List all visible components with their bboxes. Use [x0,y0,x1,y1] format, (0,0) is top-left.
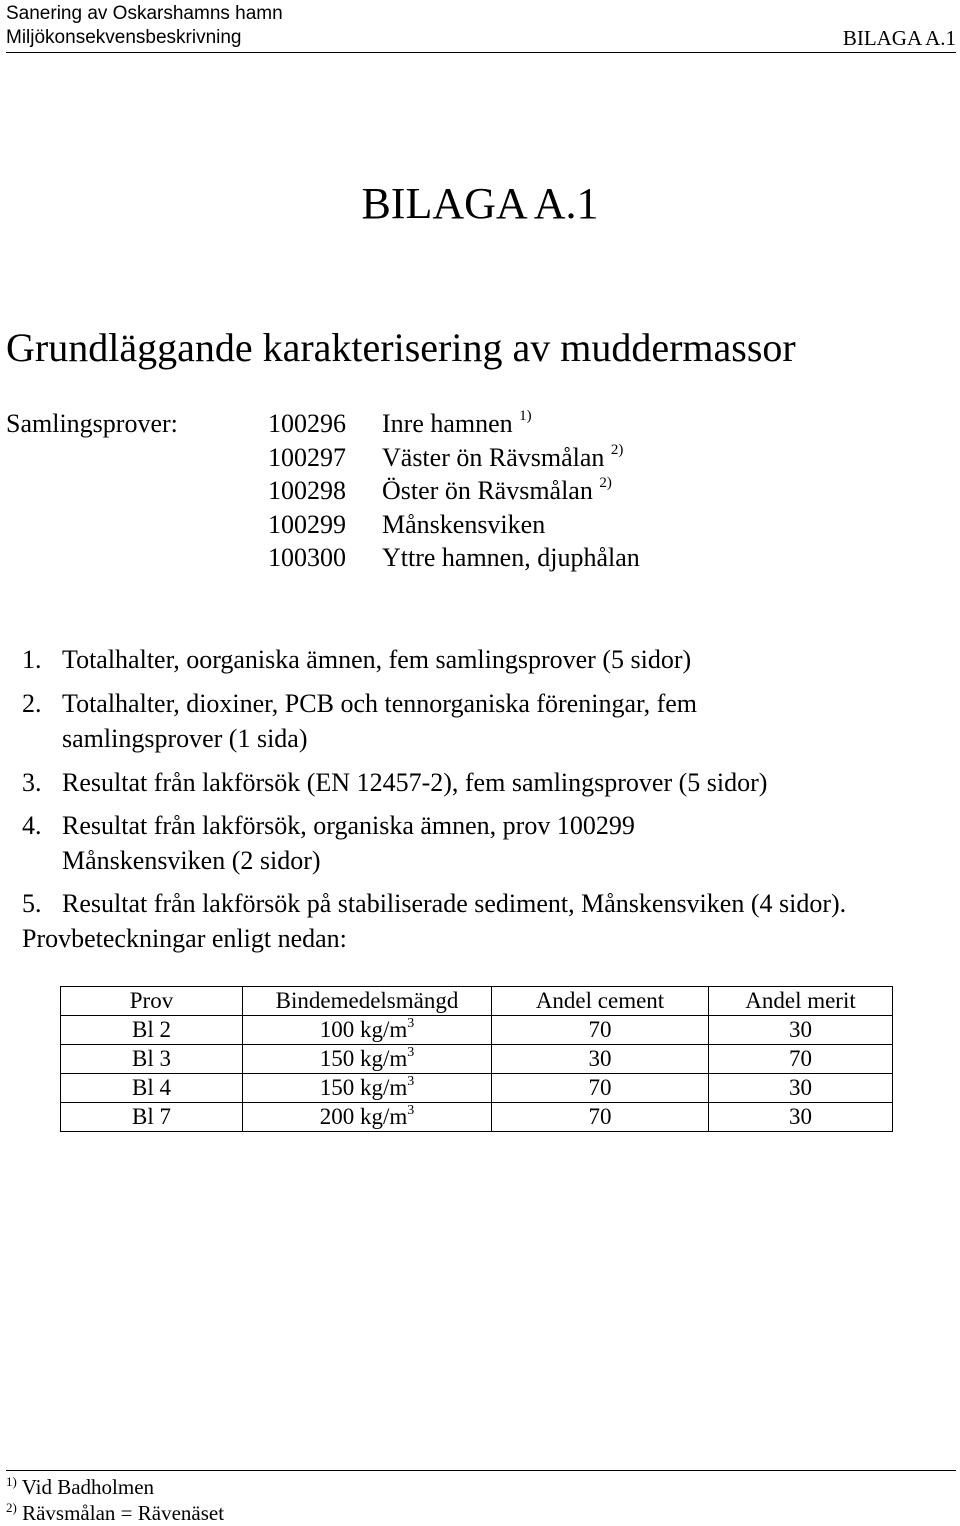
cement-share-cell: 70 [492,1074,709,1103]
sample-name: Inre hamnen [382,409,513,438]
sample-name: Öster ön Rävsmålan [382,476,593,505]
sample-list-label: Samlingsprover: [6,409,178,438]
binder-amount-value: 150 [319,1075,355,1100]
merit-share-cell: 30 [709,1016,893,1045]
table-row [61,1074,893,1103]
footnotes [6,1474,224,1526]
list-item [22,808,922,878]
cement-share-cell: 70 [492,1103,709,1132]
page-heading: Grundläggande karakterisering av muddermassor [6,325,796,370]
sample-row [268,541,640,575]
footnote-text: Rävsmålan = Rävenäset [22,1501,225,1525]
table-row [61,1016,893,1045]
binder-amount-value: 150 [319,1046,355,1071]
list-item-number: 5. [22,889,42,918]
binder-amount-cell [243,1045,492,1074]
merit-share-cell: 30 [709,1074,893,1103]
column-header: Andel cement [492,987,709,1016]
binder-amount-value: 200 [319,1104,355,1129]
unit-label: kg/m [359,1046,408,1071]
appendix-title: BILAGA A.1 [361,179,599,228]
binder-amount-cell [243,1074,492,1103]
sample-name: Yttre hamnen, djuphålan [382,543,640,572]
sample-row [268,474,612,508]
footnote-divider [6,1470,956,1471]
sample-number: 100300 [268,543,346,572]
list-item-number: 4. [22,811,42,840]
unit-label: kg/m [359,1017,408,1042]
unit-exponent: 3 [407,1074,415,1089]
footnote-marker: 2) [599,475,612,491]
header-document-type: Miljökonsekvensbeskrivning [6,27,242,48]
column-header: Prov [61,987,243,1016]
list-item-text: Totalhalter, oorganiska ämnen, fem samlingsprover (5 sidor) [62,645,692,674]
sample-name: Månskensviken [382,509,546,539]
unit-exponent: 3 [407,1016,415,1031]
cement-share-cell: 70 [492,1016,709,1045]
list-item [22,886,922,956]
sample-number: 100296 [268,409,346,438]
header-project-title: Sanering av Oskarshamns hamn [6,3,283,24]
merit-share-cell: 70 [709,1045,893,1074]
header-divider [6,52,956,53]
footnote [6,1500,224,1526]
binder-amount-cell [243,1016,492,1045]
sample-row [268,407,532,441]
column-header: Bindemedelsmängd [243,987,492,1016]
list-item-text: Resultat från lakförsök, organiska ämnen, prov 100299 Månskensviken (2 sidor) [62,811,635,875]
list-item [22,642,922,677]
sample-id-cell: Bl 3 [61,1045,243,1074]
page-header [6,2,956,54]
list-item-text: Totalhalter, dioxiner, PCB och tennorganiska föreningar, fem samlingsprover (1 sida) [62,689,698,753]
footnote-mark: 2) [6,1500,17,1515]
unit-label: kg/m [359,1104,408,1129]
table-row [61,1045,893,1074]
sample-id-cell: Bl 4 [61,1074,243,1103]
cement-share-cell: 30 [492,1045,709,1074]
list-item-number: 2. [22,689,42,718]
binder-amount-cell [243,1103,492,1132]
list-item [22,686,922,756]
footnote-marker: 1) [519,408,532,424]
binder-amount-value: 100 [319,1017,355,1042]
header-appendix-label: BILAGA A.1 [842,26,956,50]
footnote-mark: 1) [6,1474,17,1489]
unit-exponent: 3 [407,1045,415,1060]
sample-id-cell: Bl 7 [61,1103,243,1132]
binder-table [60,986,893,1132]
sample-id-cell: Bl 2 [61,1016,243,1045]
sample-number: 100299 [268,509,346,539]
table-row [61,1103,893,1132]
unit-exponent: 3 [407,1103,415,1118]
sample-number: 100298 [268,476,346,505]
footnote-marker: 2) [610,441,624,458]
unit-label: kg/m [359,1075,408,1100]
column-header: Andel merit [709,987,893,1016]
sample-number: 100297 [268,442,346,472]
list-item-text: Resultat från lakförsök (EN 12457-2), fem samlingsprover (5 sidor) [62,768,768,797]
sample-row [268,508,545,542]
table-header-row [61,987,893,1016]
footnote-text: Vid Badholmen [21,1475,155,1499]
list-item-number: 3. [22,768,42,797]
header-left [6,2,283,50]
sample-row [268,441,623,475]
sample-name: Väster ön Rävsmålan [382,442,605,472]
footnote [6,1474,224,1500]
list-item [22,765,922,800]
merit-share-cell: 30 [709,1103,893,1132]
list-item-number: 1. [22,645,42,674]
list-item-text: Resultat från lakförsök på stabiliserade sediment, Månskensviken (4 sidor). Provbeteckningar enligt nedan: [22,889,847,953]
